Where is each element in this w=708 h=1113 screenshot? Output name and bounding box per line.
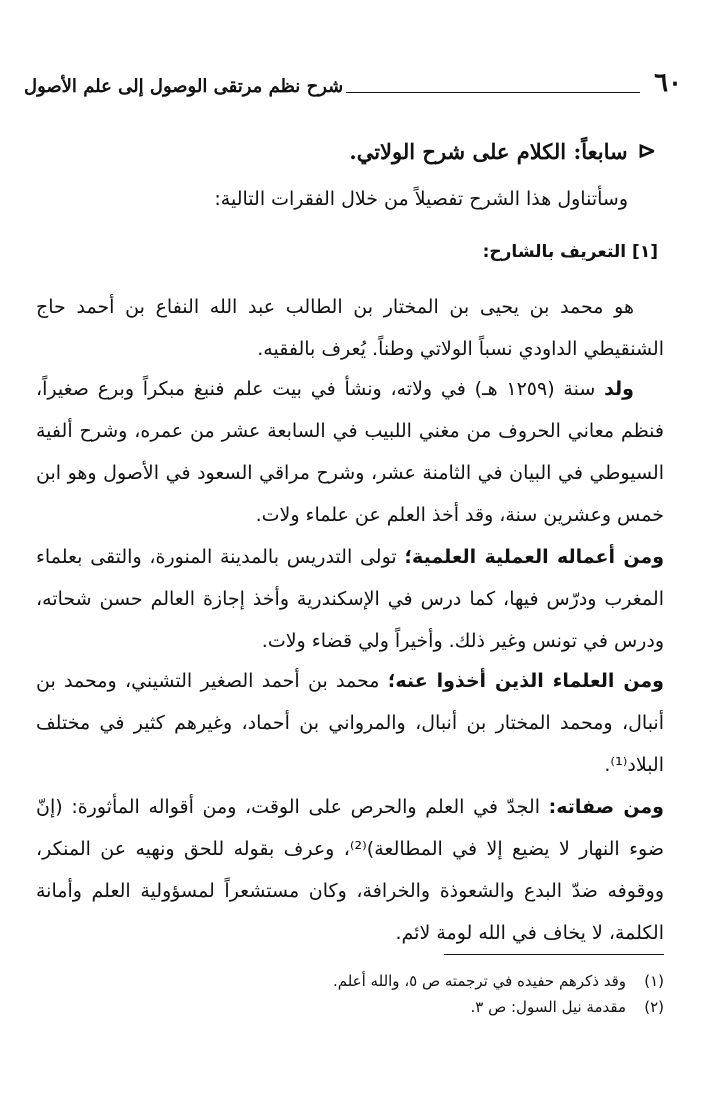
book-title: شرح نظم مرتقى الوصول إلى علم الأصول [24, 76, 344, 97]
paragraph-text: تولى التدريس بالمدينة المنورة، والتقى بعلماء المغرب ودرّس فيها، كما درس في الإسكندرية وأخذ إجازة العالم حسن شحاته، ودرس في تونس وغير ذلك. وأخيراً ولي قضاء ولات. [36, 546, 664, 652]
paragraph-works [36, 536, 664, 662]
intro-text: وسأتناول هذا الشرح تفصيلاً من خلال الفقرات التالية: [214, 188, 628, 210]
footnote-item [40, 994, 664, 1020]
paragraph-text: الجدّ في العلم والحرص على الوقت، ومن أقواله المأثورة: (إنّ ضوء النهار لا يضيع إلا في المطالعة)⁽²⁾، وعرف بقوله للحق ونهيه عن المنكر، ووقوفه ضدّ البدع والشعوذة والخرافة، وكان مستشعراً لمسؤولية العلم وأمانة الكلمة، لا يخاف في الله لومة لائم. [36, 796, 664, 944]
paragraph-lead: ومن العلماء الذين أخذوا عنه؛ [387, 670, 664, 692]
footnotes [40, 968, 664, 1020]
paragraph-text: محمد بن أحمد الصغير التشيني، ومحمد بن أنبال، ومحمد المختار بن أنبال، والمرواني بن أحماد، وغيرهم كثير في مختلف البلاد⁽¹⁾. [36, 670, 664, 776]
footnote-item [40, 968, 664, 994]
footnote-number: (١) [644, 972, 664, 990]
paragraph-lead: ومن أعماله العملية العلمية؛ [404, 546, 664, 568]
page-number: ٦٠ [654, 68, 682, 98]
paragraph-biography [36, 286, 664, 370]
section-title: سابعاً: الكلام على شرح الولاتي. [349, 138, 628, 164]
section-heading [40, 138, 656, 164]
paragraph-text: هو محمد بن يحيى بن المختار بن الطالب عبد الله النفاع بن أحمد حاج الشنقيطي الداودي نسباً الولاتي وطناً. يُعرف بالفقيه. [36, 296, 664, 360]
header-rule [346, 92, 640, 93]
footnote-rule [444, 954, 664, 955]
subheading: [١] التعريف بالشارح: [482, 242, 658, 262]
paragraph-birth [36, 368, 664, 536]
arrow-left-icon: ⊲ [637, 138, 656, 164]
running-header [24, 70, 682, 104]
footnote-text: وقد ذكرهم حفيده في ترجمته ص ٥، والله أعلم. [332, 972, 626, 990]
paragraph-students [36, 660, 664, 786]
footnote-number: (٢) [644, 998, 664, 1016]
footnote-text: مقدمة نيل السول: ص ٣. [470, 998, 626, 1016]
paragraph-text: سنة (١٢٥٩ هـ) في ولاته، ونشأ في بيت علم فنبغ مبكراً وبرع صغيراً، فنظم معاني الحروف من مغني اللبيب في السابعة عشر من عمره، وشرح ألفية السيوطي في البيان في الثامنة عشر، وشرح مراقي السعود في الأصول وهو ابن خمس وعشرين سنة، وقد أخذ العلم عن علماء ولات. [36, 378, 664, 526]
paragraph-traits [36, 786, 664, 954]
paragraph-lead: ولد [604, 378, 634, 400]
paragraph-lead: ومن صفاته: [548, 796, 664, 818]
